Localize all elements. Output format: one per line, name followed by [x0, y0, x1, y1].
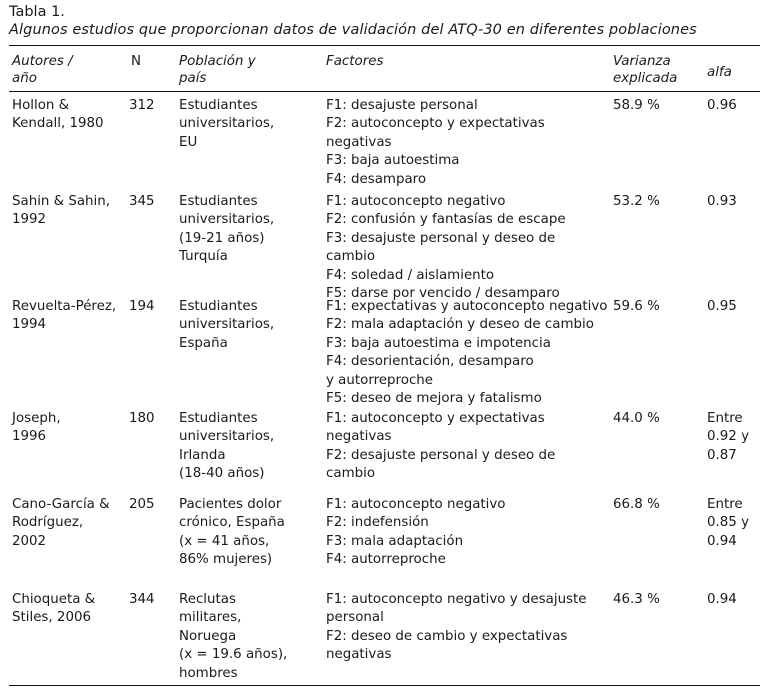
factor-item: F3: mala adaptación — [326, 533, 464, 549]
factor-item: F3: desajuste personal y deseo de cambio — [326, 230, 556, 265]
cell-line: universitarios, — [179, 429, 275, 445]
cell-line: 1992 — [12, 212, 47, 228]
cell-line: Noruega — [179, 628, 237, 644]
cell-factores — [326, 97, 608, 189]
top-rule — [9, 45, 760, 46]
cell-line: Kendall, 1980 — [12, 116, 104, 132]
cell-varianza: 59.6 % — [613, 299, 660, 314]
cell-line: universitarios, — [179, 116, 275, 132]
cell-alfa — [707, 496, 763, 551]
cell-line: Estudiantes — [179, 299, 258, 314]
cell-factores — [326, 496, 608, 570]
header-varianza — [613, 53, 677, 87]
factor-item: F2: desajuste personal y deseo de cambio — [326, 447, 556, 482]
factor-item: F4: soledad / aislamiento — [326, 267, 495, 283]
cell-line: 0.94 — [707, 592, 737, 607]
cell-line: 0.92 y — [707, 429, 749, 445]
cell-poblacion — [179, 97, 319, 152]
cell-varianza: 53.2 % — [613, 194, 660, 209]
cell-alfa — [707, 193, 763, 211]
header-rule — [9, 91, 760, 92]
header-autores — [12, 53, 73, 87]
cell-line: (x = 41 años, — [179, 533, 270, 549]
factor-item: F5: darse por vencido / desamparo — [326, 286, 560, 302]
factor-item: F1: autoconcepto negativo y desajuste personal — [326, 592, 587, 626]
factor-item: F4: autorreproche — [326, 552, 446, 568]
cell-line: EU — [179, 134, 198, 150]
factor-item: F4: desamparo — [326, 171, 427, 187]
cell-line: universitarios, — [179, 317, 275, 333]
header-autores-line: año — [12, 71, 37, 86]
header-poblacion-line: Población y — [179, 54, 256, 69]
cell-poblacion — [179, 298, 319, 353]
header-autores-line: Autores / — [12, 54, 73, 69]
cell-line: Chioqueta & — [12, 592, 96, 607]
cell-n: 345 — [129, 194, 155, 209]
cell-line: Revuelta-Pérez, — [12, 299, 117, 314]
cell-line: Joseph, — [12, 411, 61, 426]
cell-line: Stiles, 2006 — [12, 610, 91, 626]
cell-varianza: 58.9 % — [613, 98, 660, 113]
factor-item: F2: deseo de cambio y expectativas negativas — [326, 628, 568, 663]
cell-line: Estudiantes — [179, 411, 258, 426]
cell-line: 0.96 — [707, 98, 737, 113]
cell-alfa — [707, 410, 763, 465]
cell-autores — [12, 298, 124, 335]
cell-n: 180 — [129, 411, 155, 426]
factor-item: F3: baja autoestima e impotencia — [326, 335, 551, 351]
cell-line: Estudiantes — [179, 98, 258, 113]
cell-autores — [12, 97, 124, 134]
cell-line: 1996 — [12, 429, 47, 445]
cell-line: militares, — [179, 610, 242, 626]
header-n: N — [131, 54, 142, 69]
cell-factores — [326, 193, 608, 303]
cell-line: Hollon & — [12, 98, 70, 113]
cell-alfa — [707, 591, 763, 609]
cell-varianza: 66.8 % — [613, 497, 660, 512]
cell-alfa — [707, 97, 763, 115]
cell-autores — [12, 496, 124, 551]
cell-line: 0.94 — [707, 533, 737, 549]
factor-item: F2: mala adaptación y deseo de cambio — [326, 317, 594, 333]
cell-line: 0.85 y — [707, 515, 749, 531]
header-varianza-line: Varianza — [613, 54, 671, 69]
cell-n: 205 — [129, 497, 155, 512]
cell-line: (19-21 años) — [179, 230, 265, 246]
cell-n: 344 — [129, 592, 155, 607]
factor-item: F1: autoconcepto y expectativas negativas — [326, 411, 545, 445]
cell-factores — [326, 591, 608, 665]
header-poblacion-line: país — [179, 71, 207, 86]
cell-line: (x = 19.6 años), — [179, 647, 288, 663]
cell-factores — [326, 410, 608, 484]
factor-item: F2: autoconcepto y expectativas negativas — [326, 116, 545, 150]
factor-item: F1: desajuste personal — [326, 98, 478, 113]
factor-item: F5: deseo de mejora y fatalismo — [326, 391, 542, 407]
cell-line: Entre — [707, 411, 743, 426]
table-title: Algunos estudios que proporcionan datos de validación del ATQ-30 en diferentes poblaciones — [9, 22, 697, 38]
cell-line: Turquía — [179, 249, 228, 265]
cell-autores — [12, 193, 124, 230]
cell-line: 1994 — [12, 317, 47, 333]
factor-item: F3: baja autoestima — [326, 153, 460, 169]
cell-line: Estudiantes — [179, 194, 258, 209]
cell-line: 0.95 — [707, 299, 737, 314]
cell-line: hombres — [179, 665, 238, 681]
cell-line: 86% mujeres) — [179, 552, 273, 568]
cell-varianza: 46.3 % — [613, 592, 660, 607]
cell-poblacion — [179, 496, 319, 570]
cell-n: 312 — [129, 98, 155, 113]
cell-poblacion — [179, 193, 319, 267]
cell-poblacion — [179, 591, 319, 683]
cell-line: crónico, España — [179, 515, 285, 531]
cell-alfa — [707, 298, 763, 316]
cell-varianza: 44.0 % — [613, 411, 660, 426]
cell-line: 0.87 — [707, 447, 737, 463]
cell-line: Entre — [707, 497, 743, 512]
factor-item: F1: autoconcepto negativo — [326, 497, 506, 512]
header-poblacion — [179, 53, 256, 87]
cell-autores — [12, 410, 124, 447]
factor-item: F2: indefensión — [326, 515, 429, 531]
header-factores: Factores — [326, 54, 384, 69]
cell-line: Rodríguez, — [12, 515, 84, 531]
factor-item: F2: confusión y fantasías de escape — [326, 212, 566, 228]
cell-line: Sahin & Sahin, — [12, 194, 111, 209]
cell-line: España — [179, 335, 228, 351]
cell-n: 194 — [129, 299, 155, 314]
cell-poblacion — [179, 410, 319, 484]
cell-line: (18-40 años) — [179, 466, 265, 482]
cell-factores — [326, 298, 608, 408]
cell-autores — [12, 591, 124, 628]
cell-line: Reclutas — [179, 592, 236, 607]
header-varianza-line: explicada — [613, 71, 678, 86]
cell-line: 2002 — [12, 533, 47, 549]
factor-item: F1: expectativas y autoconcepto negativo — [326, 299, 608, 314]
cell-line: 0.93 — [707, 194, 737, 209]
cell-line: Pacientes dolor — [179, 497, 282, 512]
table-label: Tabla 1. — [9, 4, 65, 20]
cell-line: universitarios, — [179, 212, 275, 228]
bottom-rule — [9, 685, 760, 686]
cell-line: Cano-García & — [12, 497, 110, 512]
header-alfa: alfa — [707, 65, 732, 80]
cell-line: Irlanda — [179, 447, 226, 463]
factor-item: F1: autoconcepto negativo — [326, 194, 506, 209]
factor-item: F4: desorientación, desamparo y autorreproche — [326, 354, 534, 388]
